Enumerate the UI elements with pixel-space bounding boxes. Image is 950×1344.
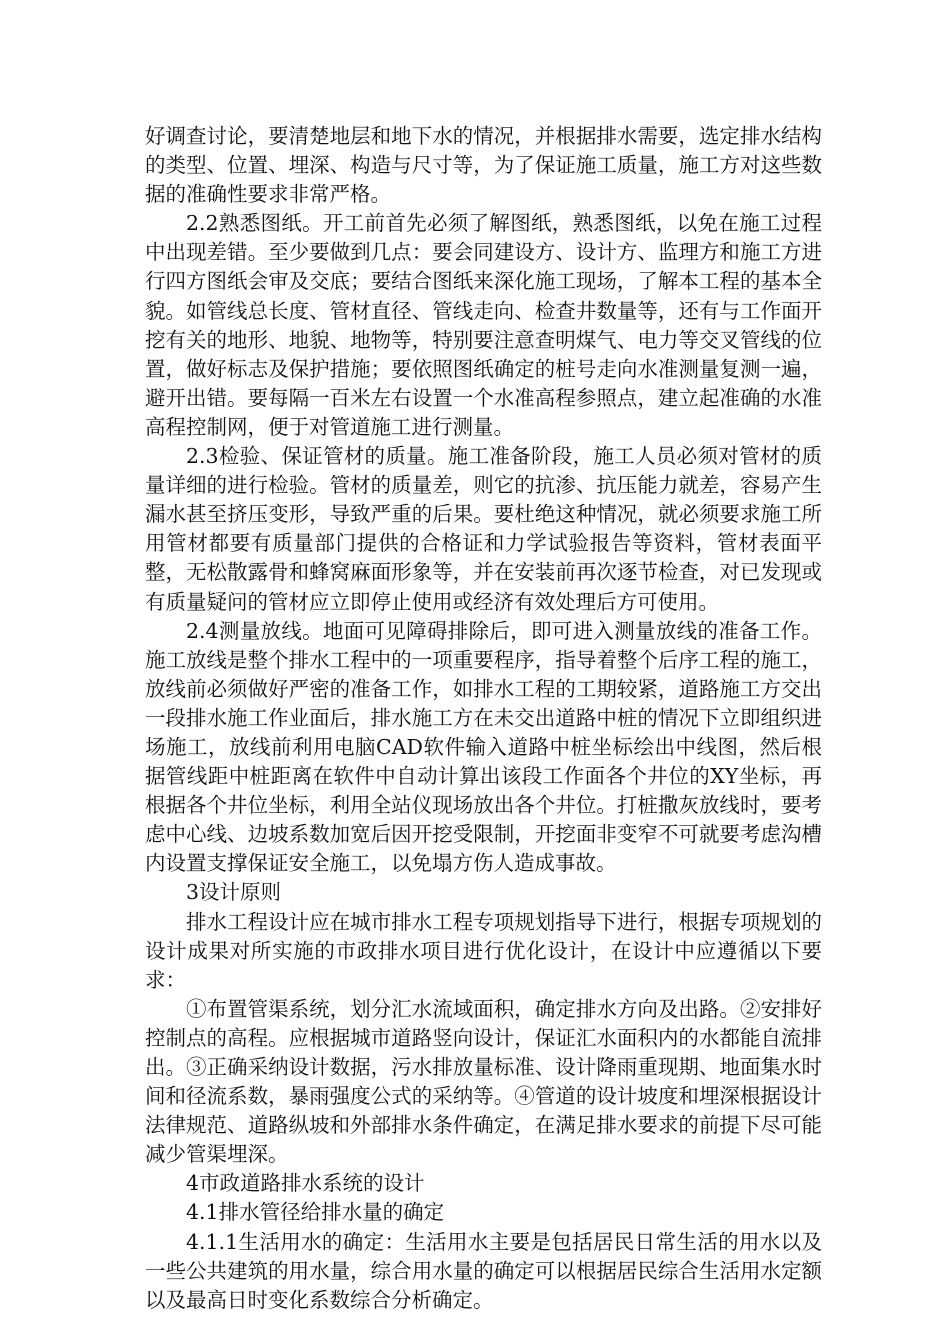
paragraph: 2.3检验、保证管材的质量。施工准备阶段，施工人员必须对管材的质量详细的进行检验。管材的质量差，则它的抗渗、抗压能力就差，容易产生漏水甚至挤压变形，导致严重的后果。要杜绝这种情况，就必须要求施工所用管材都要有质量部门提供的合格证和力学试验报告等资料，管材表面平整，无松散露骨和蜂窝麻面形象等，并在安装前再次逐节检查，对已发现或有质量疑问的管材应立即停止使用或经济有效处理后方可使用。 — [145, 444, 822, 614]
paragraph: ①布置管渠系统，划分汇水流域面积，确定排水方向及出路。②安排好控制点的高程。应根据城市道路竖向设计，保证汇水面积内的水都能自流排出。③正确采纳设计数据，污水排放量标准、设计降雨重现期、地面集水时间和径流系数，暴雨强度公式的采纳等。④管道的设计坡度和埋深根据设计法律规范、道路纵坡和外部排水条件确定，在满足排水要求的前提下尽可能减少管渠埋深。 — [145, 996, 822, 1167]
paragraph: 2.2熟悉图纸。开工前首先必须了解图纸，熟悉图纸，以免在施工过程中出现差错。至少要做到几点：要会同建设方、设计方、监理方和施工方进行四方图纸会审及交底；要结合图纸来深化施工现场，了解本工程的基本全貌。如管线总长度、管材直径、管线走向、检查井数量等，还有与工作面开挖有关的地形、地貌、地物等，特别要注意查明煤气、电力等交叉管线的位置，做好标志及保护措施；要依照图纸确定的桩号走向水准测量复测一遍，避开出错。要每隔一百米左右设置一个水准高程参照点，建立起准确的水准高程控制网，便于对管道施工进行测量。 — [145, 211, 822, 439]
document-body — [145, 122, 822, 1315]
paragraph: 排水工程设计应在城市排水工程专项规划指导下进行，根据专项规划的设计成果对所实施的市政排水项目进行优化设计，在设计中应遵循以下要求： — [145, 909, 822, 992]
paragraph: 2.4测量放线。地面可见障碍排除后，即可进入测量放线的准备工作。施工放线是整个排水工程中的一项重要程序，指导着整个后序工程的施工，放线前必须做好严密的准备工作，如排水工程的工期较紧，道路施工方交出一段排水施工作业面后，排水施工方在未交出道路中桩的情况下立即组织进场施工，放线前利用电脑CAD软件输入道路中桩坐标绘出中线图，然后根据管线距中桩距离在软件中自动计算出该段工作面各个井位的XY坐标，再根据各个井位坐标，利用全站仪现场放出各个井位。打桩撒灰放线时，要考虑中心线、边坡系数加宽后因开挖受限制，开挖面非变窄不可就要考虑沟槽内设置支撑保证安全施工，以免塌方伤人造成事故。 — [145, 618, 822, 876]
section-heading: 3设计原则 — [186, 880, 282, 905]
paragraph: 好调查讨论，要清楚地层和地下水的情况，并根据排水需要，选定排水结构的类型、位置、埋深、构造与尺寸等，为了保证施工质量，施工方对这些数据的准确性要求非常严格。 — [145, 124, 822, 207]
section-heading: 4市政道路排水系统的设计 — [186, 1171, 425, 1196]
paragraph: 4.1.1生活用水的确定：生活用水主要是包括居民日常生活的用水以及一些公共建筑的用水量，综合用水量的确定可以根据居民综合生活用水定额以及最高日时变化系数综合分析确定。 — [145, 1229, 822, 1312]
subsection-heading: 4.1排水管径给排水量的确定 — [186, 1200, 445, 1225]
